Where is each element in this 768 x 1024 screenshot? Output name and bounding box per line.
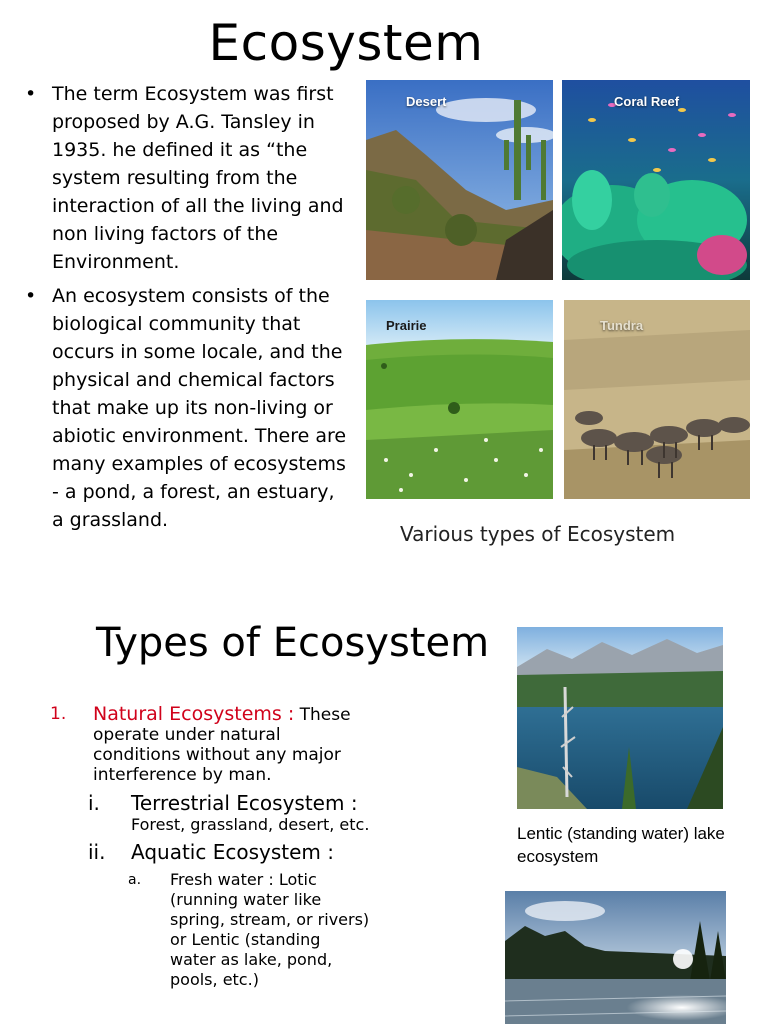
bullet-marker: • [25,83,37,105]
sub-sub-item-text: Fresh water : Lotic (running water like spring, stream, or rivers) or Lentic (standing water as lake, pond, pools, etc.) [170,870,370,989]
bullet-text: An ecosystem consists of the biological community that occurs in some locale, and the physical and chemical factors that make up its non-living or abiotic environment. There are many examples of ecosystems - a pond, a forest, an estuary, a grassland. [52,285,347,531]
lake-photo [517,627,723,809]
sub-item-heading: Terrestrial Ecosystem : [131,791,358,815]
sub-item-heading: Aquatic Ecosystem : [131,840,334,864]
bullet-marker: • [25,285,37,307]
sub-item-numeral: i. [88,791,100,815]
coral-reef-photo [562,80,750,280]
prairie-photo [366,300,553,499]
bullet-text: The term Ecosystem was first proposed by A.G. Tansley in 1935. he defined it as “the system resulting from the interaction of all the living and non living factors of the Environment. [52,83,344,273]
slide-title: Types of Ecosystem [96,620,490,666]
sub-item-aquatic [50,840,370,864]
sub-item-numeral: ii. [88,840,106,864]
sub-sub-item-letter: a. [128,872,142,888]
sub-item-terrestrial [50,791,370,834]
coral-reef-label: Coral Reef [614,94,680,109]
slide-types-of-ecosystem [0,600,768,1024]
item-number: 1. [50,704,67,724]
river-photo [505,891,726,1024]
tundra-label: Tundra [600,318,644,333]
desert-photo [366,80,553,280]
sub-sub-item-fresh-water [50,870,370,990]
ecosystem-types-list [50,704,370,990]
figure-caption: Various types of Ecosystem [400,522,676,546]
bullet-item [22,80,352,276]
bullet-list [22,80,352,540]
prairie-label: Prairie [386,318,427,333]
list-item-natural [50,704,370,785]
bullet-item [22,282,352,534]
item-text: These operate under natural conditions without any major interference by man. [93,705,351,785]
desert-label: Desert [406,94,447,109]
slide-title: Ecosystem [208,14,484,72]
sub-item-text: Forest, grassland, desert, etc. [131,815,370,834]
item-heading: Natural Ecosystems : [93,703,295,725]
tundra-photo [564,300,750,499]
lake-caption: Lentic (standing water) lake ecosystem [517,824,725,866]
